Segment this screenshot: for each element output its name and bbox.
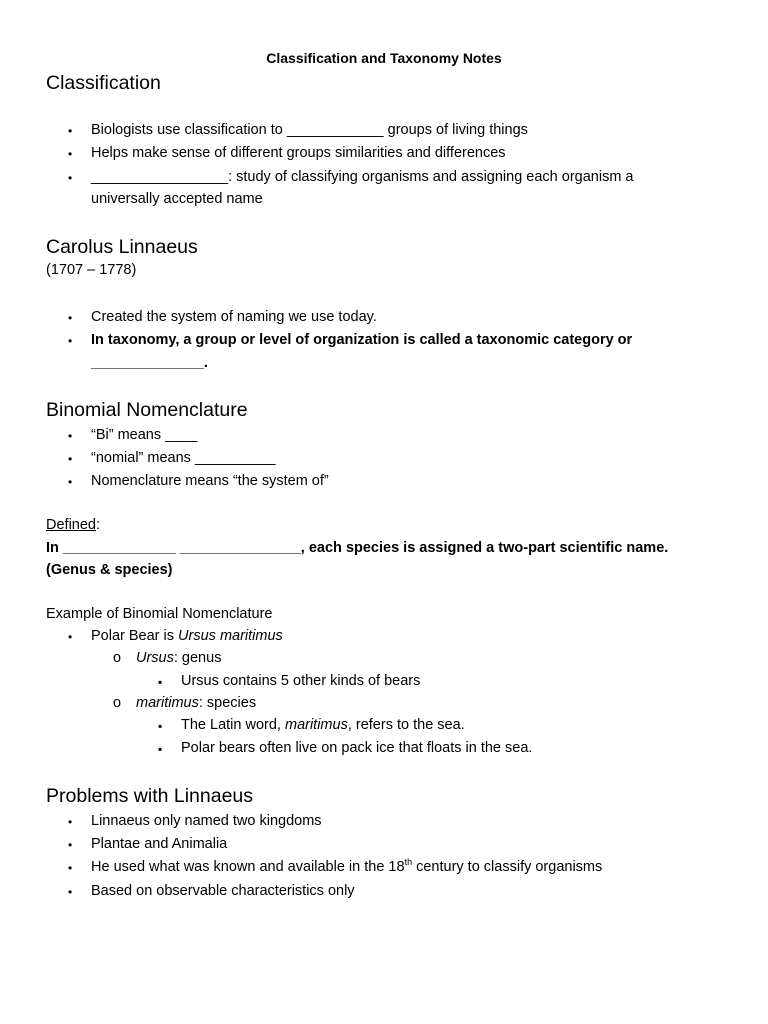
- problems-bullet-4: Based on observable characteristics only: [91, 883, 355, 899]
- bullet-square-marker: ▪: [158, 675, 163, 689]
- bullet-disc-marker: •: [68, 334, 73, 348]
- binomial-bullet-2: “nomial” means __________: [91, 450, 276, 466]
- bullet-disc-marker: •: [68, 452, 73, 466]
- problems-bullet-3: He used what was known and available in the 18th century to classify organisms: [91, 857, 603, 875]
- bullet-disc-marker: •: [68, 311, 73, 325]
- bullet-disc-marker: •: [68, 171, 73, 185]
- problems-bullet-1: Linnaeus only named two kingdoms: [91, 813, 322, 829]
- example-pack-ice: Polar bears often live on pack ice that floats in the sea.: [181, 740, 533, 756]
- bullet-disc-marker: •: [68, 861, 73, 875]
- classification-bullet-3: _________________: study of classifying organisms and assigning each organism a: [91, 169, 634, 185]
- document-title: Classification and Taxonomy Notes: [266, 50, 502, 66]
- bullet-circle-marker: o: [113, 650, 122, 666]
- example-latin-word: The Latin word, maritimus, refers to the sea.: [181, 717, 465, 733]
- bullet-disc-marker: •: [68, 838, 73, 852]
- linnaeus-bullet-2-continued: ______________.: [91, 355, 208, 371]
- bullet-disc-marker: •: [68, 630, 73, 644]
- bullet-disc-marker: •: [68, 124, 73, 138]
- bullet-disc-marker: •: [68, 147, 73, 161]
- example-ursus-detail: Ursus contains 5 other kinds of bears: [181, 673, 421, 689]
- binomial-bullet-3: Nomenclature means “the system of”: [91, 473, 329, 489]
- problems-bullet-2: Plantae and Animalia: [91, 836, 228, 852]
- bullet-square-marker: ▪: [158, 742, 163, 756]
- classification-bullet-1: Biologists use classification to ____________ groups of living things: [91, 122, 528, 138]
- bullet-disc-marker: •: [68, 885, 73, 899]
- example-ursus-genus: Ursus: genus: [136, 650, 222, 666]
- heading-binomial-nomenclature: Binomial Nomenclature: [46, 399, 248, 421]
- example-heading: Example of Binomial Nomenclature: [46, 606, 273, 622]
- heading-carolus-linnaeus: Carolus Linnaeus: [46, 236, 198, 258]
- example-polar-bear: Polar Bear is Ursus maritimus: [91, 628, 283, 644]
- binomial-bullet-1: “Bi” means ____: [91, 427, 198, 443]
- linnaeus-bullet-2: In taxonomy, a group or level of organization is called a taxonomic category or: [91, 332, 633, 348]
- bullet-circle-marker: o: [113, 695, 122, 711]
- linnaeus-bullet-1: Created the system of naming we use today.: [91, 309, 377, 325]
- bullet-disc-marker: •: [68, 475, 73, 489]
- linnaeus-dates: (1707 – 1778): [46, 262, 137, 278]
- defined-line-1: In ______________ _______________, each species is assigned a two-part scientific name.: [46, 540, 669, 556]
- heading-problems-with-linnaeus: Problems with Linnaeus: [46, 785, 254, 807]
- defined-label: Defined:: [46, 517, 101, 533]
- defined-line-2: (Genus & species): [46, 562, 173, 578]
- bullet-disc-marker: •: [68, 429, 73, 443]
- classification-bullet-2: Helps make sense of different groups similarities and differences: [91, 145, 506, 161]
- bullet-disc-marker: •: [68, 815, 73, 829]
- heading-classification: Classification: [46, 72, 161, 94]
- example-maritimus-species: maritimus: species: [136, 695, 257, 711]
- classification-bullet-3-continued: universally accepted name: [91, 191, 263, 207]
- bullet-square-marker: ▪: [158, 719, 163, 733]
